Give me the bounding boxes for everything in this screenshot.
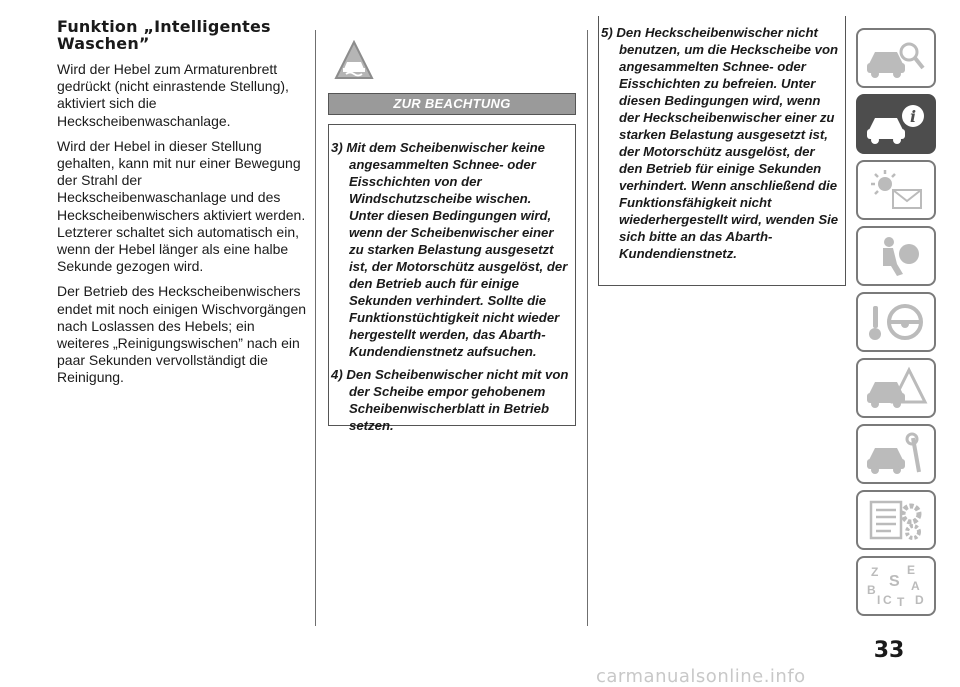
- warning-car-skid-icon: [334, 40, 374, 80]
- svg-text:i: i: [909, 107, 917, 126]
- tab-technical-data[interactable]: [856, 490, 936, 550]
- tab-maintenance[interactable]: [856, 424, 936, 484]
- column-divider: [587, 30, 588, 626]
- warning-note: 3) Mit dem Scheibenwischer keine angesammelten Schnee- oder Eisschichten von der Windschutzscheibe wischen. Unter diesen Bedingungen wird, wenn der Scheibenwischer einer zu starken Belastung ausgesetzt ist, der Motorschütz ausgelöst, der den Betrieb auch für einige Sekunden verhindert. Sollte die Funktionstüchtigkeit nicht wieder hergestellt werden, das Abarth-Kundendienstnetz aufsuchen.: [331, 140, 568, 359]
- warning-column: [328, 40, 576, 433]
- watermark: carmanualsonline.info: [596, 666, 806, 687]
- index-letter: B: [867, 583, 876, 597]
- index-letter: I: [877, 593, 881, 607]
- warning-box: [328, 124, 576, 433]
- airbag-safety-icon: [863, 232, 929, 280]
- index-letter: S: [889, 573, 900, 590]
- car-search-icon: [863, 34, 929, 82]
- index-letter: D: [915, 593, 924, 607]
- steering-wheel-key-icon: [863, 298, 929, 346]
- warning-note: 4) Den Scheibenwischer nicht mit von der Scheibe empor gehobenem Scheibenwischerblatt in Betrieb setzen.: [331, 367, 569, 433]
- paragraph: Wird der Hebel in dieser Stellung gehalten, kann mit nur einer Bewegung der Strahl der Heckscheibenwaschanlage und des Heckscheibenwischers aktiviert werden. Letzterer schaltet sich automatisch ein, wenn der Hebel länger als eine halbe Sekunde gezogen wird.: [57, 137, 306, 275]
- tab-car-search[interactable]: [856, 28, 936, 88]
- main-text-column: [57, 18, 307, 395]
- tab-index[interactable]: [856, 556, 936, 616]
- page-number: 33: [873, 638, 905, 663]
- warning-light-message-icon: [863, 166, 929, 214]
- warning-continued-column: [598, 16, 846, 286]
- tab-warning-lights[interactable]: [856, 160, 936, 220]
- index-letter: Z: [871, 565, 879, 579]
- index-letter: E: [907, 563, 916, 577]
- tab-car-info[interactable]: [856, 94, 936, 154]
- chapter-sidebar: [856, 28, 936, 622]
- tab-emergency[interactable]: [856, 358, 936, 418]
- warning-note: 5) Den Heckscheibenwischer nicht benutzen, um die Heckscheibe von angesammelten Schnee- oder Eisschichten zu befreien. Unter diesen Bedingungen wird, wenn der Heckscheibenwischer einer zu starken Belastung ausgesetzt ist, der Motorschütz ausgelöst, der den Betrieb für einige Sekunden verhindert. Wenn anschließend die Funktionsfähigkeit nicht wiederhergestellt wird, wenden Sie sich bitte an das Abarth-Kundendienstnetz.: [601, 25, 839, 261]
- paragraph: Der Betrieb des Heckscheibenwischers endet mit noch einigen Wischvorgängen nach Loslassen des Hebels; ein weiteres „Reinigungswischen” nach ein paar Sekunden vervollständigt die Reinigung.: [57, 283, 307, 386]
- index-alphabet-icon: [863, 562, 929, 610]
- warning-title-bar: ZUR BEACHTUNG: [328, 93, 576, 115]
- section-heading: Funktion „Intelligentes Waschen”: [57, 17, 271, 53]
- index-letter: C: [883, 593, 892, 607]
- column-divider: [315, 30, 316, 626]
- index-letter: T: [897, 595, 905, 609]
- car-maintenance-wrench-icon: [863, 430, 929, 478]
- paragraph: Wird der Hebel zum Armaturenbrett gedrückt (nicht einrastende Stellung), aktiviert sich die Heckscheibenwaschanlage.: [57, 61, 289, 129]
- warning-box-continued: [598, 16, 846, 286]
- specs-gear-icon: [863, 496, 929, 544]
- tab-starting-driving[interactable]: [856, 292, 936, 352]
- car-info-icon: [863, 100, 929, 148]
- car-breakdown-triangle-icon: [863, 364, 929, 412]
- index-letter: A: [911, 579, 920, 593]
- tab-safety[interactable]: [856, 226, 936, 286]
